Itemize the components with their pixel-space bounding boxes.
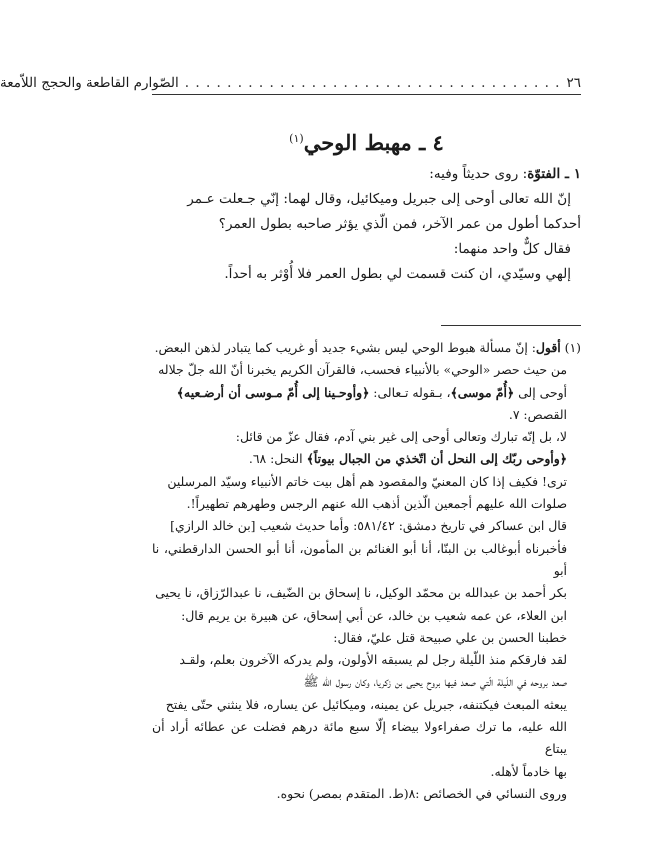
footnote-line: لا، بل إنّه تبارك وتعالى أوحى إلى غير بني آدم، فقال عزّ من قائل: (235, 429, 567, 445)
footnote-text: : إنّ مسألة هبوط الوحي ليس بشيء جديد أو غريب كما يتبادر لذهن البعض. (154, 340, 536, 355)
footnote-line: يبعثه المبعث فيكتنفه، جبريل عن يمينه، وميكائيل عن يساره، فلا ينثني حتّى يفتح (165, 696, 567, 712)
section-label: ١ ـ الفتوّة (527, 166, 581, 182)
footnote-line: صلوات الله عليهم أجمعين الّذين أذهب الله عنهم الرجس وطهرهم تطهيراً!. (186, 496, 567, 512)
main-text (152, 162, 581, 287)
body-line: إنّ الله تعالى أوحى إلى جبريل وميكائيل، وقال لهما: إنّي جـعلت عـمر (187, 191, 571, 207)
quran-quote: ﴿وأوحـينا إلى أُمّ مـوسى أن أرضـعيه﴾ (176, 384, 370, 400)
footnote-line: القصص: ٧. (508, 406, 567, 422)
footnote-text: النحل: ٦٨. (248, 451, 307, 467)
footnote-line: صعد بروحه في اللّيلة الّتي صعد فيها بروح يحيى بن زكريا، وكان رسول الله ﷺ (303, 674, 567, 690)
footnote-line: من حيث حصر «الوحي» بالأنبياء فحسب، فالقرآن الكريم يخبرنا أنّ الله جلّ جلاله (158, 362, 567, 378)
footnote-line: وروى النسائي في الخصائص :٨(ط. المتقدم بمصر) نحوه. (276, 785, 567, 801)
body-line: إلهي وسيّدي، ان كنت قسمت لي بطول العمر فلا أُوْثر به أحداً. (224, 266, 571, 282)
footnote-line: ابن العلاء، عن عمه شعيب بن خالد، عن أبي إسحاق، عن هبيرة بن يريم قال: (181, 607, 567, 623)
footnote-text: ، بـقوله تـعالى: (369, 384, 451, 400)
chapter-title-text: ٤ ـ مهبط الوحي (303, 130, 444, 155)
footnote-line: بها خادماً لأهله. (490, 763, 567, 779)
footnote-line (152, 382, 581, 404)
page-number: ٢٦ (566, 75, 581, 91)
section-heading (152, 162, 581, 187)
footnote-line: خطبنا الحسن بن علي صبيحة قتل عليّ، فقال: (333, 629, 567, 645)
footnote-line: ترى! فكيف إذا كان المعنيّ والمقصود هم أهل بيت خاتم الأنبياء وسيّد المرسلين (167, 473, 567, 489)
section-intro: : روى حديثاً وفيه: (429, 166, 528, 182)
footnote-number: (١) (564, 340, 581, 355)
footnote-line: قال ابن عساكر في تاريخ دمشق: ٥٨١/٤٢: وأما حديث شعيب [بن خالد الرازي] (170, 518, 567, 534)
footnotes (152, 337, 581, 805)
footnote-line (152, 448, 581, 470)
footnote-text: أوحى إلى (514, 384, 567, 400)
quran-quote: ﴿أُمّ موسى﴾ (450, 384, 515, 400)
chapter-title (152, 124, 581, 158)
running-title: الصّوارم القاطعة والحجج اللاّمعة (0, 75, 179, 91)
body-line: أحدكما أطول من عمر الآخر، فمن الّذي يؤثر صاحبه بطول العمر؟ (218, 216, 581, 232)
footnote-line: لقد فارقكم منذ اللّيلة رجل لم يسبقه الأولون، ولم يدركه الآخرون بعلم، ولقـد (179, 652, 567, 668)
footnote-line: بكر أحمد بن عبدالله بن محمّد الوكيل، نا إسحاق بن الضّيف، نا عبدالرّزاق، نا يحيى (155, 585, 567, 601)
footnote-line: الله عليه، ما ترك صفراءولا بيضاء إلّا سبع مائة درهم فضلت عن عطائه أراد أن يبتاع (152, 719, 567, 757)
quran-quote: ﴿وأوحى ربّك إلى النحل أن اتّخذي من الجبال بيوتاً﴾ (306, 451, 567, 467)
footnote-lead: أقول (535, 340, 561, 355)
running-head (0, 72, 581, 95)
footnote-line: فأخبرناه أبوغالب بن البنّا، أنا أبو الغنائم بن المأمون، أنا أبو الحسن الدارقطني، نا أبو (152, 540, 567, 578)
leader-dots: . . . . . . . . . . . . . . . . . . . . . . . . . . . . . . . . . . . . (184, 75, 561, 91)
footnote-divider (441, 325, 581, 326)
footnote-line (152, 337, 581, 359)
body-line: فقال كلٌّ واحد منهما: (453, 241, 571, 257)
footnote-mark: (١) (289, 132, 304, 145)
